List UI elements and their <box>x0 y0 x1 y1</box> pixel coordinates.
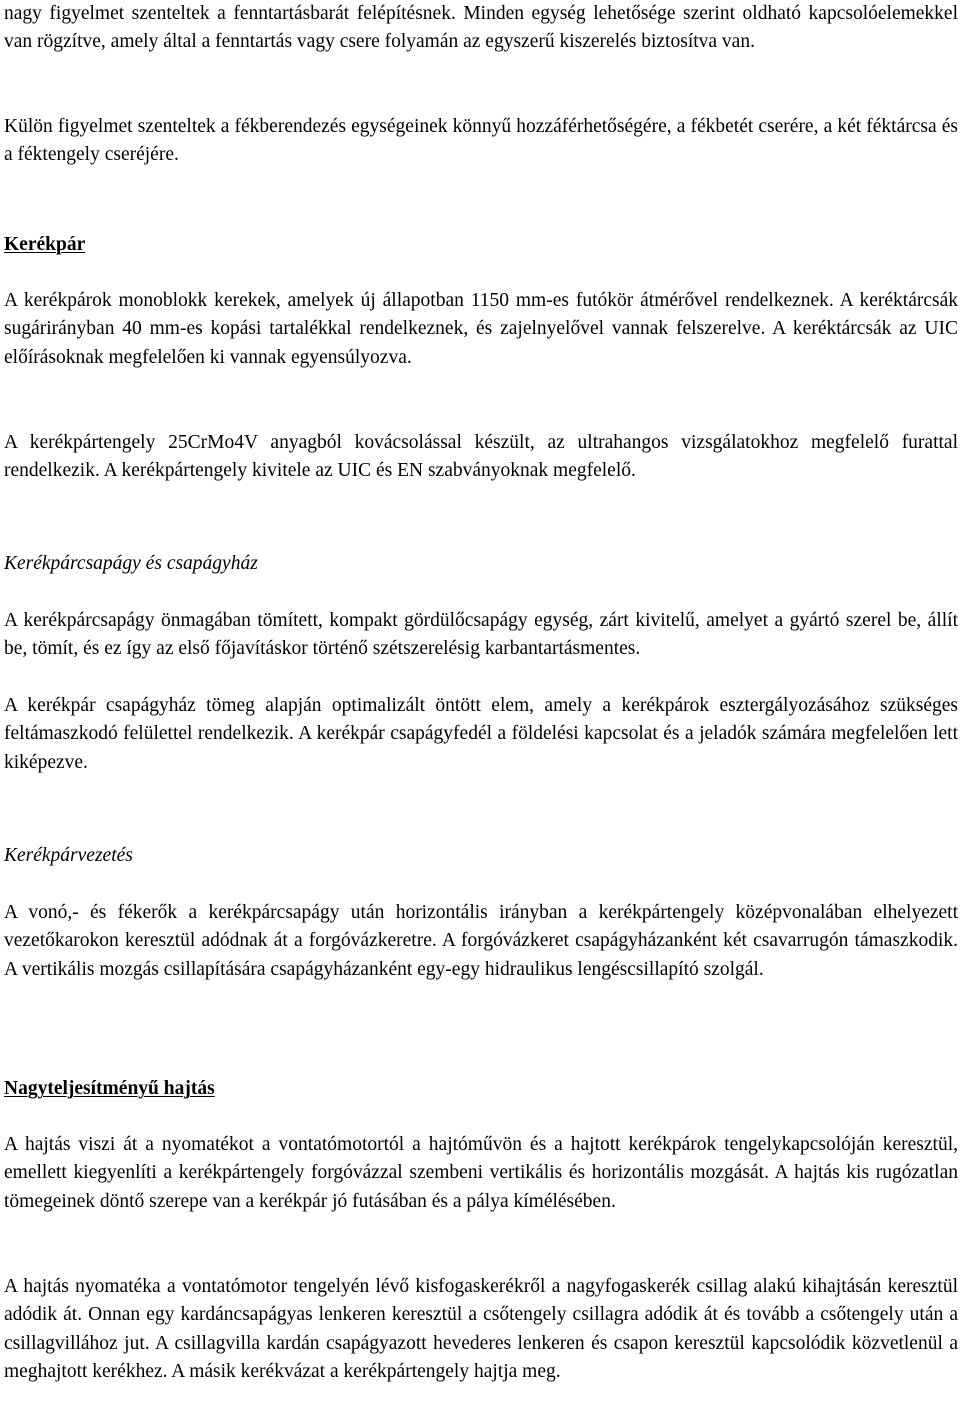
section-heading-kerekparvezetes: Kerékpárvezetés <box>4 845 133 866</box>
hajtas-paragraph-1: A hajtás viszi át a nyomatékot a vontatómotortól a hajtóművön és a hajtott kerékpárok tengelykapcsolóján keresztül, emellett kiegyenlíti a kerékpártengely forgóvázzal szembeni vertikális és horizontális mozgását. A hajtás kis rugózatlan tömegeinek döntő szerepe van a kerékpár jó futásában és a pálya kímélésében. <box>4 1134 958 1212</box>
section-heading-hajtas: Nagyteljesítményű hajtás <box>4 1078 215 1099</box>
csapagy-paragraph-1: A kerékpárcsapágy önmagában tömített, kompakt gördülőcsapágy egység, zárt kivitelű, amelyet a gyártó szerel be, állít be, tömít, és ez így az első főjavításkor történő szétszerelésig karbantartásmentes. <box>4 610 958 660</box>
intro-paragraph-2: Külön figyelmet szenteltek a fékberendezés egységeinek könnyű hozzáférhetőségére, a fékbetét cserére, a két féktárcsa és a féktengely cseréjére. <box>4 116 958 166</box>
kerekpar-paragraph-1: A kerékpárok monoblokk kerekek, amelyek új állapotban 1150 mm-es futókör átmérővel rendelkeznek. A keréktárcsák sugárirányban 40 mm-es kopási tartalékkal rendelkeznek, és zajelnyelővel vannak felszerelve. A keréktárcsák az UIC előírásoknak megfelelően ki vannak egyensúlyozva. <box>4 290 958 368</box>
kerekparvezetes-paragraph-1: A vonó,- és fékerők a kerékpárcsapágy után horizontális irányban a kerékpártengely középvonalában elhelyezett vezetőkarokon keresztül adódnak át a forgóvázkeretre. A forgóvázkeret csapágyházanként két csavarrugón támaszkodik. A vertikális mozgás csillapítására csapágyházanként egy-egy hidraulikus lengéscsillapító szolgál. <box>4 902 958 980</box>
intro-paragraph-1: nagy figyelmet szenteltek a fenntartásbarát felépítésnek. Minden egység lehetősége szerint oldható kapcsolóelemekkel van rögzítve, amely által a fenntartás vagy csere folyamán az egyszerű kiszerelés biztosítva van. <box>4 3 958 53</box>
section-heading-csapagy: Kerékpárcsapágy és csapágyház <box>4 553 258 574</box>
csapagy-paragraph-2: A kerékpár csapágyház tömeg alapján optimalizált öntött elem, amely a kerékpárok esztergályozásához szükséges feltámaszkodó felülettel rendelkezik. A kerékpár csapágyfedél a földelési kapcsolat és a jeladók számára megfelelően lett kiképezve. <box>4 695 958 773</box>
kerekpar-paragraph-2: A kerékpártengely 25CrMo4V anyagból kovácsolással készült, az ultrahangos vizsgálatokhoz megfelelő furattal rendelkezik. A kerékpártengely kivitele az UIC és EN szabványoknak megfelelő. <box>4 432 958 482</box>
hajtas-paragraph-2: A hajtás nyomatéka a vontatómotor tengelyén lévő kisfogaskerékről a nagyfogaskerék csillag alakú kihajtásán keresztül adódik át. Onnan egy kardáncsapágyas lenkeren keresztül a csőtengely csillagra adódik át és tovább a csőtengely után a csillagvillához jut. A csillagvilla kardán csapágyazott hevederes lenkeren és csapon keresztül kapcsolódik közvetlenül a meghajtott kerékhez. A másik kerékvázat a kerékpártengely hajtja meg. <box>4 1276 958 1383</box>
section-heading-kerekpar: Kerékpár <box>4 234 86 255</box>
